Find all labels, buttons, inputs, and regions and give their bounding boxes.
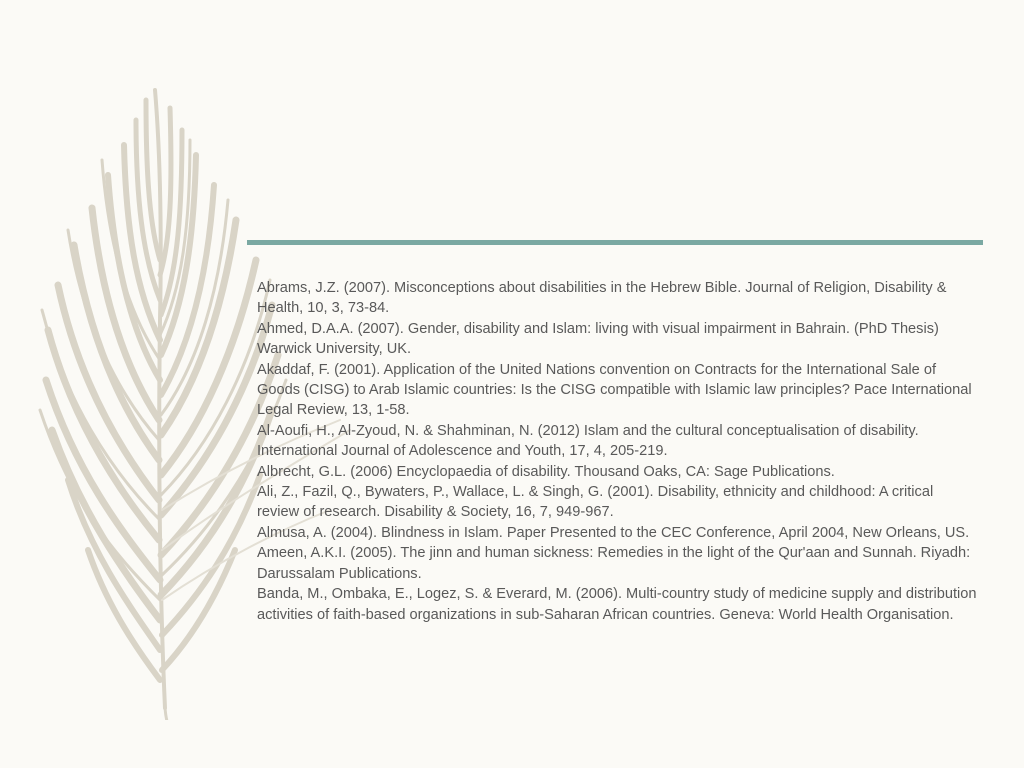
reference-item: Ali, Z., Fazil, Q., Bywaters, P., Wallace, L. & Singh, G. (2001). Disability, ethnicity and childhood: A critical review of research. Disability & Society, 16, 7, 949-967. <box>257 484 934 521</box>
reference-item: Al-Aoufi, H., Al-Zyoud, N. & Shahminan, N. (2012) Islam and the cultural conceptualisation of disability. International Journal of Adolescence and Youth, 17, 4, 205-219. <box>257 422 919 460</box>
reference-item: Albrecht, G.L. (2006) Encyclopaedia of disability. Thousand Oaks, CA: Sage Publications. <box>257 463 835 480</box>
reference-item: Akaddaf, F. (2001). Application of the United Nations convention on Contracts for the International Sale of Goods (CISG) to Arab Islamic countries: Is the CISG compatible with Islamic law principles? Pace International Legal Review, 13, 1-58. <box>257 361 972 419</box>
reference-item: Ahmed, D.A.A. (2007). Gender, disability and Islam: living with visual impairment in Bahrain. (PhD Thesis) Warwick University, UK. <box>257 320 939 358</box>
reference-item: Ameen, A.K.I. (2005). The jinn and human sickness: Remedies in the light of the Qur'aan and Sunnah. Riyadh: Darussalam Publications. <box>257 545 971 582</box>
divider-rule <box>247 240 983 245</box>
reference-item: Abrams, J.Z. (2007). Misconceptions about disabilities in the Hebrew Bible. Journal of Religion, Disability & Health, 10, 3, 73-84. <box>257 280 947 317</box>
reference-item: Banda, M., Ombaka, E., Logez, S. & Everard, M. (2006). Multi-country study of medicine supply and distribution activities of faith-based organizations in sub-Saharan African countries. Geneva: World Health Organisation. <box>257 586 977 623</box>
reference-item: Almusa, A. (2004). Blindness in Islam. Paper Presented to the CEC Conference, April 2004, New Orleans, US. <box>257 524 970 541</box>
reference-list <box>257 278 977 625</box>
